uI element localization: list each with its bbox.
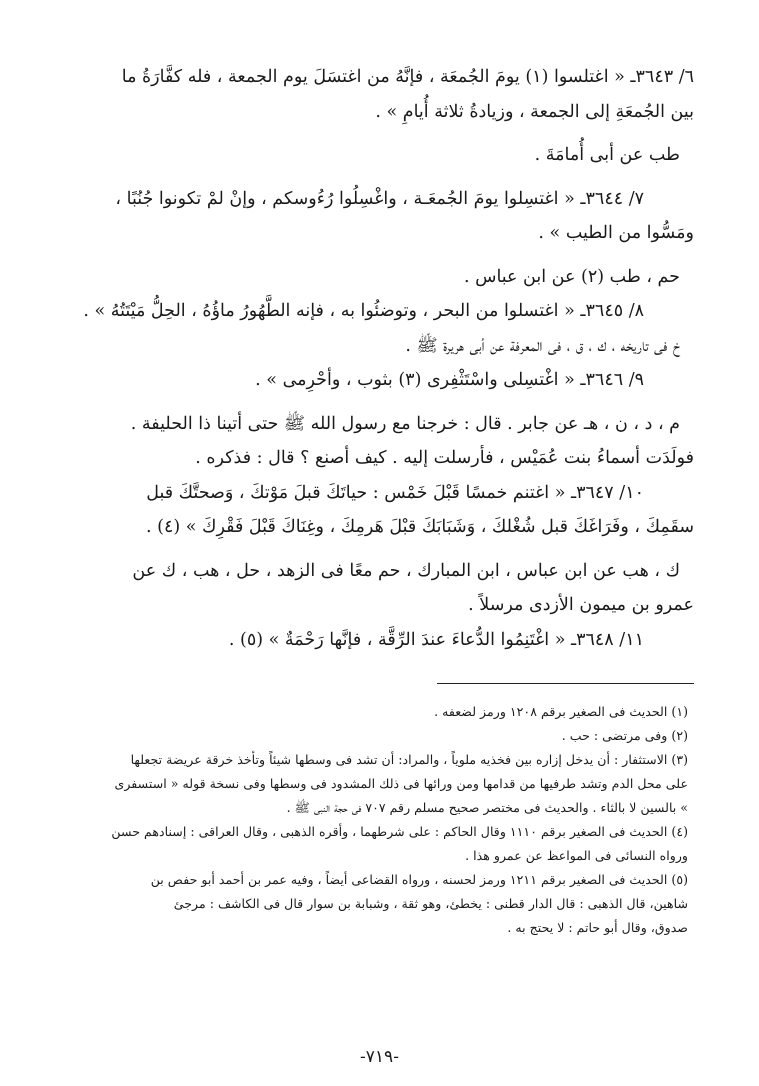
hadith-source: فولَدَت أسماءُ بنت عُمَيْس ، فأرسلت إليه . كيف أصنع ؟ قال : فذكره . [195, 448, 694, 468]
hadith-line: ١١/ ٣٦٤٨ـ « اغْتَنِمُوا الدُّعاءَ عندَ الرِّقَّة ، فإنَّها رَحْمَةٌ » (٥) . [228, 629, 644, 650]
footnote-line: ورواه النسائى فى المواعظ عن عمرو هذا . [465, 848, 688, 863]
hadith-line: ومَسُّوا من الطيب » . [538, 223, 694, 243]
hadith-source: عمرو بن ميمون الأزدى مرسلاً . [468, 595, 694, 615]
footnote-line: (٢) وفى مرتضى : حب . [561, 728, 688, 743]
hadith-line: ٩/ ٣٦٤٦ـ « اغْتسِلى واسْتَثْفِرى (٣) بثوب ، وأحْرِمى » . [255, 370, 644, 390]
page-body [62, 60, 694, 940]
footnotes [62, 700, 694, 940]
footnote-line: (٤) الحديث فى الصغير برقم ١١١٠ وقال الحاكم : على شرطهما ، وأقره الذهبى ، وقال العراقى : إسنادهم حسن [111, 824, 688, 839]
hadith-line: بين الجُمعَةِ إلى الجمعة ، وزيادةُ ثلاثة أُيامِ » . [375, 101, 694, 122]
page-number: -٧١٩- [360, 1047, 399, 1067]
footnote-line: (١) الحديث فى الصغير برقم ١٢٠٨ ورمز لضعفه . [434, 704, 688, 719]
footnote-separator [437, 683, 694, 684]
hadith-source: طب عن أبى أُمامَةَ . [534, 145, 680, 165]
footnote-line: شاهين، قال الذهبى : قال الدار قطنى : يخطئ، وهو ثقة ، وشبابة بن سوار قال فى الكاشف : مرجئ [173, 896, 688, 911]
footnote-line: (٥) الحديث فى الصغير برقم ١٢١١ ورمز لحسنه ، ورواه القضاعى أيضاً ، وفيه عمر بن أحمد أبو حفص بن [150, 872, 688, 887]
hadith-line: ٧/ ٣٦٤٤ـ « اغتسِلوا يومَ الجُمعَـة ، واغْسِلُوا رُءُوسكم ، وإنْ لمْ تكونوا جُنُبًا ، [115, 188, 644, 209]
hadith-source: ك ، هب عن ابن عباس ، ابن المبارك ، حم معًا فى الزهد ، حل ، هب ، ك عن [132, 560, 680, 581]
footnote-line: على محل الدم وتشد طرفيها من قدامها ومن ورائها فى ذلك المشدود فى وسطها وفى نسخة قوله « استسفرى [114, 776, 688, 791]
footnote-line: » بالسين لا بالثاء . والحديث فى مختصر صحيح مسلم رقم ٧٠٧ فى حجة النبى ﷺ . [286, 800, 688, 815]
hadith-text [62, 60, 694, 657]
hadith-line: ٦/ ٣٦٤٣ـ « اغتلسوا (١) يومَ الجُمعَة ، فإنَّهُ من اغتسَلَ يوم الجمعة ، فله كفَّارَةُ ما [121, 67, 694, 87]
hadith-line: ١٠/ ٣٦٤٧ـ « اغتنم خمسًا قَبْلَ خَمْس : حياتَكَ قبلَ مَوْتكَ ، وَصحتَّكَ قبل [146, 482, 644, 503]
hadith-source: حم ، طب (٢) عن ابن عباس . [463, 266, 680, 287]
hadith-line: سقَمِكَ ، وفَرَاغَكَ قبل شُغْلكَ ، وَشَبَابَكَ قبْلَ هَرمِكَ ، وغِنَاكَ قَبْلَ فَقْرِكَ » (٤) . [146, 517, 694, 537]
hadith-source: م ، د ، ن ، هـ عن جابر . قال : خرجنا مع رسول الله ﷺ حتى أتينا ذا الحليفة . [130, 413, 680, 434]
footnote-line: (٣) الاستثفار : أن يدخل إزاره بين فخذيه ملوياً ، والمراد: أن تشد فى وسطها شيئاً وتأخذ خرقة عريضة تجعلها [130, 752, 688, 767]
hadith-source: خ فى تاريخه ، ك ، ق ، فى المعرفة عن أبى هريرة ﷺ . [405, 335, 680, 356]
hadith-line: ٨/ ٣٦٤٥ـ « اغتسلوا من البحر ، وتوضئُوا به ، فإنه الطَّهُورُ ماؤُهُ ، الحِلُّ مَيْتَتُهُ » . [83, 301, 644, 321]
footnote-line: صدوق، وقال أبو حاتم : لا يحتج به . [507, 920, 688, 935]
